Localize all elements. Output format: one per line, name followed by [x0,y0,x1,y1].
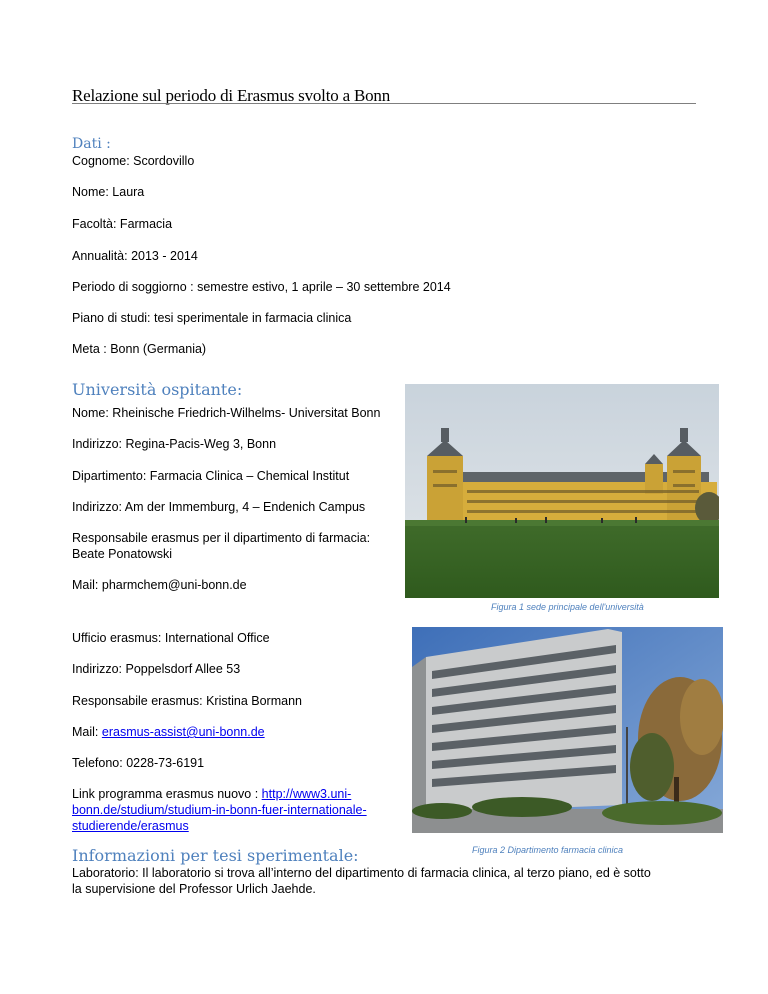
ufficio-mail-line [72,724,265,740]
cognome-text: Cognome: Scordovillo [72,154,195,168]
university-building-illustration [405,384,719,598]
nome-text: Nome: Laura [72,185,145,199]
ufficio-indirizzo-text: Indirizzo: Poppelsdorf Allee 53 [72,662,241,676]
figure-1-caption: Figura 1 sede principale dell'università [491,602,644,612]
section-heading-universita: Università ospitante: [72,380,243,399]
responsabile-dipartimento-text: Responsabile erasmus per il dipartimento di farmacia: [72,531,371,545]
department-building-illustration [412,627,723,833]
periodo-text: Periodo di soggiorno : semestre estivo, 1 aprile – 30 settembre 2014 [72,280,451,294]
title-divider [72,103,696,104]
ufficio-mail-label: Mail: [72,725,102,739]
link-programma-label: Link programma erasmus nuovo : [72,787,262,801]
universita-nome-text: Nome: Rheinische Friedrich-Wilhelms- Universitat Bonn [72,406,381,420]
section-heading-dati: Dati : [72,136,111,152]
universita-indirizzo-text: Indirizzo: Regina-Pacis-Weg 3, Bonn [72,437,277,451]
link-programma-part2[interactable]: bonn.de/studium/studium-in-bonn-fuer-internationale- [72,803,367,817]
link-programma-line3 [72,818,189,834]
ufficio-text: Ufficio erasmus: International Office [72,631,270,645]
page-title: Relazione sul periodo di Erasmus svolto a Bonn [72,86,391,105]
facolta-text: Facoltà: Farmacia [72,217,173,231]
dipartimento-indirizzo-text: Indirizzo: Am der Immemburg, 4 – Endenich Campus [72,500,366,514]
department-building-photo [412,627,723,833]
university-building-photo [405,384,719,598]
responsabile-dipartimento-name: Beate Ponatowski [72,547,173,561]
link-programma-part1[interactable]: http://www3.uni- [261,787,352,801]
link-programma-part3[interactable]: studierende/erasmus [72,819,189,833]
ufficio-responsabile-text: Responsabile erasmus: Kristina Bormann [72,694,302,708]
ufficio-mail-link[interactable]: erasmus-assist@uni-bonn.de [101,725,265,739]
piano-studi-text: Piano di studi: tesi sperimentale in farmacia clinica [72,311,352,325]
link-programma-line1 [72,786,351,802]
telefono-text: Telefono: 0228-73-6191 [72,756,205,770]
tesi-laboratorio-line1: Laboratorio: Il laboratorio si trova all’interno del dipartimento di farmacia clinica, al terzo piano, ed è sotto [72,866,651,880]
dipartimento-text: Dipartimento: Farmacia Clinica – Chemical Institut [72,469,350,483]
tesi-laboratorio-line2: la supervisione del Professor Urlich Jaehde. [72,882,316,896]
section-heading-tesi: Informazioni per tesi sperimentale: [72,846,359,865]
link-programma-line2 [72,802,367,818]
figure-2-caption: Figura 2 Dipartimento farmacia clinica [472,845,624,855]
meta-text: Meta : Bonn (Germania) [72,342,207,356]
dipartimento-mail-text: Mail: pharmchem@uni-bonn.de [72,578,247,592]
annualita-text: Annualità: 2013 - 2014 [72,249,198,263]
